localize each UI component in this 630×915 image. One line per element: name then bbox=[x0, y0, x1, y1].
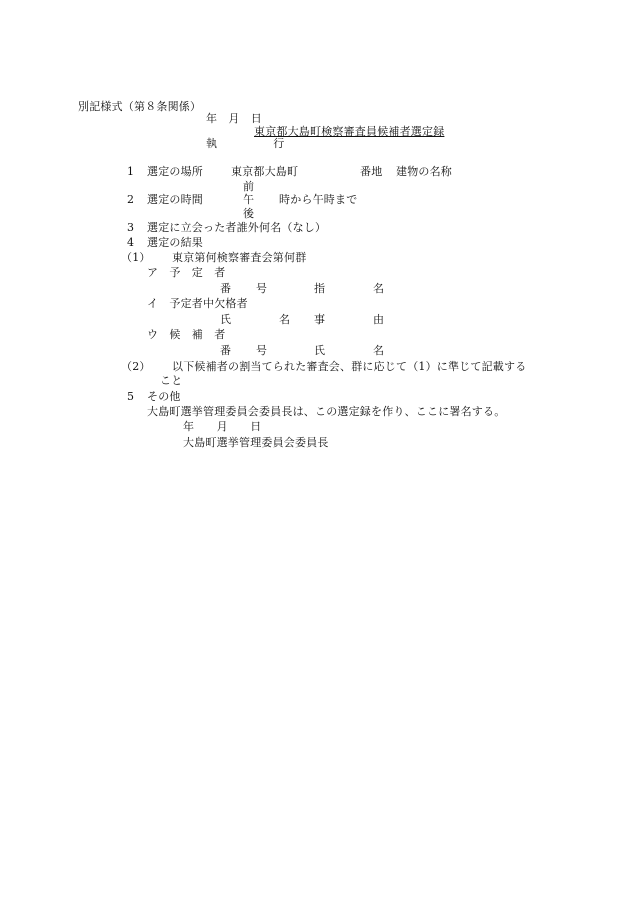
result-i-col-1: 氏 bbox=[220, 313, 232, 326]
executor-label: 執 行 bbox=[206, 137, 285, 150]
statement-text: 大島町選挙管理委員会委員長は、この選定録を作り、ここに署名する。 bbox=[147, 405, 506, 418]
item1-label: 選定の場所 bbox=[147, 165, 203, 178]
result-p2-number: （2） bbox=[121, 360, 151, 373]
item1-number: 1 bbox=[127, 165, 135, 178]
result-u-col-3: 氏 bbox=[314, 344, 326, 357]
form-label: 別記様式（第８条関係） bbox=[78, 100, 202, 113]
result-u-col-1: 番 bbox=[220, 344, 232, 357]
result-i-col-4: 由 bbox=[373, 313, 385, 326]
item4-label: 選定の結果 bbox=[147, 236, 203, 249]
result-a-col-1: 番 bbox=[220, 282, 232, 295]
item2-zen: 前 bbox=[243, 180, 255, 193]
item3-text: 選定に立会った者誰外何名（なし） bbox=[147, 221, 327, 234]
result-a-label: ア 予 定 者 bbox=[147, 266, 226, 279]
item1-banchi: 番地 bbox=[360, 165, 383, 178]
item1-building: 建物の名称 bbox=[396, 165, 452, 178]
item2-ato: 後 bbox=[243, 207, 255, 220]
signature-date: 年 月 日 bbox=[183, 420, 262, 433]
result-i-col-2: 名 bbox=[279, 313, 291, 326]
result-p2-continuation: こと bbox=[160, 374, 183, 387]
result-a-col-3: 指 bbox=[314, 282, 326, 295]
item2-label: 選定の時間 bbox=[147, 193, 203, 206]
result-u-col-4: 名 bbox=[373, 344, 385, 357]
result-p2-text: 以下候補者の割当てられた審査会、群に応じて（1）に準じて記載する bbox=[172, 360, 527, 373]
item5-number: 5 bbox=[127, 390, 135, 403]
item2-number: 2 bbox=[127, 193, 135, 206]
item1-place: 東京都大島町 bbox=[231, 165, 299, 178]
document-title: 東京都大島町検察審査員候補者選定録 bbox=[254, 125, 445, 138]
result-p1-number: （1） bbox=[121, 251, 151, 264]
item4-number: 4 bbox=[127, 236, 135, 249]
result-i-label: イ 予定者中欠格者 bbox=[147, 297, 248, 310]
header-date: 年 月 日 bbox=[206, 112, 262, 125]
result-p1-text: 東京第何検察審査会第何群 bbox=[172, 251, 307, 264]
result-u-label: ウ 候 補 者 bbox=[147, 328, 226, 341]
result-a-col-4: 名 bbox=[373, 282, 385, 295]
result-u-col-2: 号 bbox=[256, 344, 268, 357]
item5-label: その他 bbox=[147, 390, 181, 403]
item2-range: 時から午時まで bbox=[279, 193, 358, 206]
item2-go: 午 bbox=[243, 193, 255, 206]
result-a-col-2: 号 bbox=[256, 282, 268, 295]
item3-number: 3 bbox=[127, 221, 135, 234]
result-i-col-3: 事 bbox=[314, 313, 326, 326]
signer-title: 大島町選挙管理委員会委員長 bbox=[183, 436, 329, 449]
